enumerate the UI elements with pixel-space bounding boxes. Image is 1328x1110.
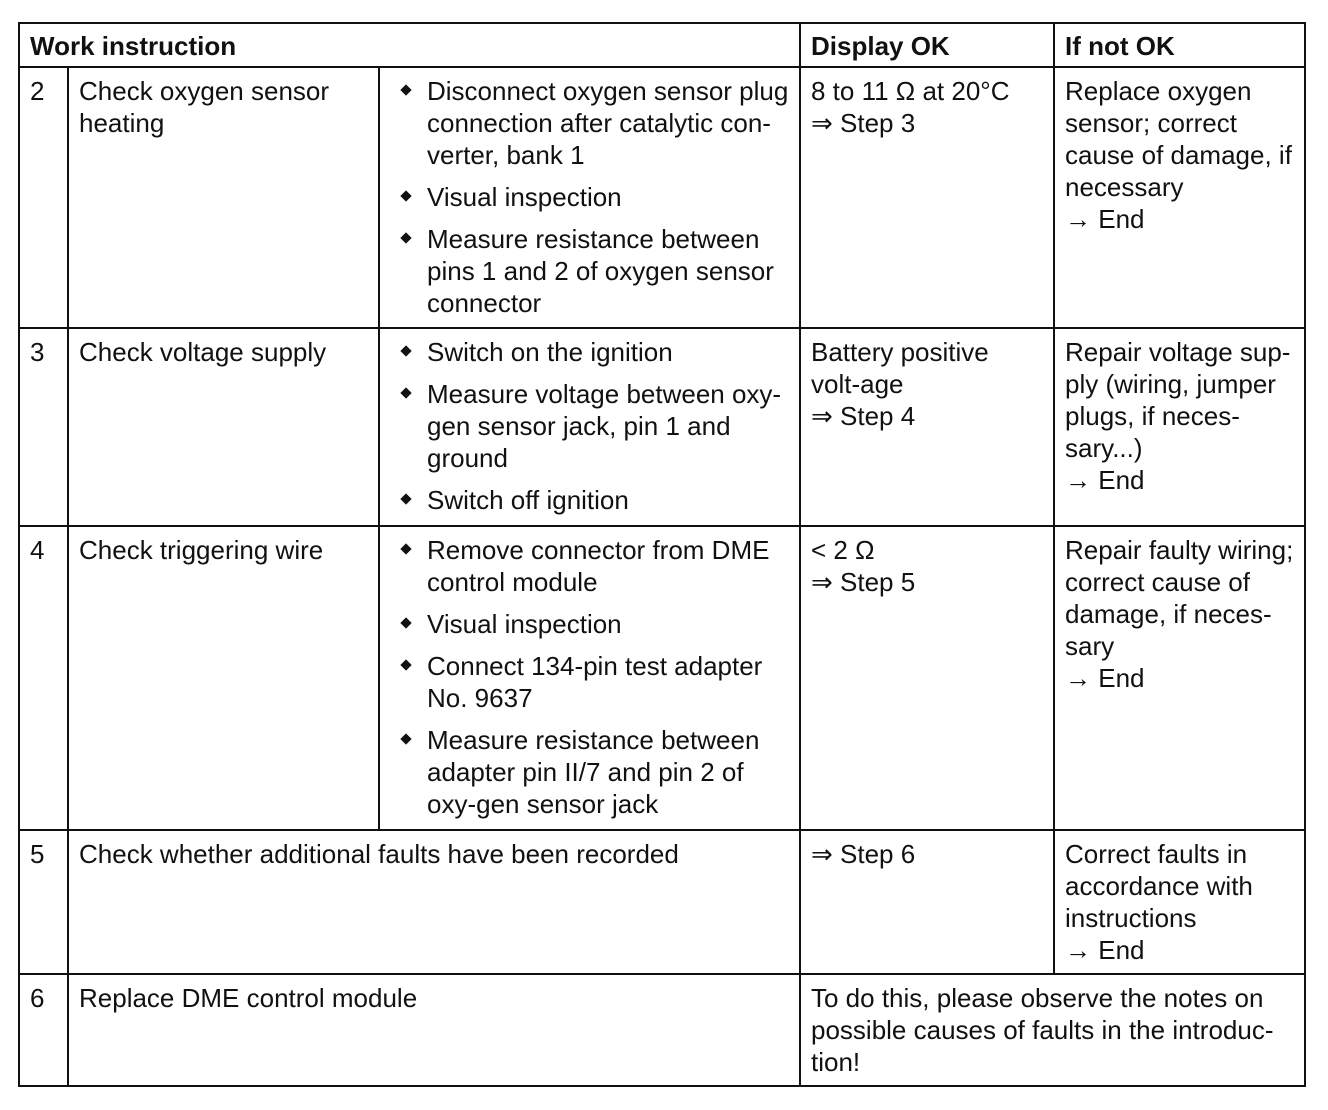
bullet-diamond-icon bbox=[400, 543, 411, 554]
list-item: Disconnect oxygen sensor plug connection after catalytic con-verter, bank 1 bbox=[390, 75, 789, 171]
display-ok-cell: ⇒ Step 6 bbox=[800, 830, 1054, 974]
work-instruction-table bbox=[18, 22, 1306, 1087]
step-procedure bbox=[379, 328, 800, 526]
list-item: Remove connector from DME control module bbox=[390, 534, 789, 598]
table-row bbox=[19, 830, 1305, 974]
display-ok-cell: Battery positive volt-age ⇒ Step 4 bbox=[800, 328, 1054, 526]
step-task: Check oxygen sensor heating bbox=[68, 67, 379, 328]
bullet-diamond-icon bbox=[400, 387, 411, 398]
list-item: Visual inspection bbox=[390, 181, 789, 213]
table-row bbox=[19, 67, 1305, 328]
step-procedure bbox=[379, 67, 800, 328]
table-row bbox=[19, 328, 1305, 526]
display-ok-cell: < 2 Ω ⇒ Step 5 bbox=[800, 526, 1054, 830]
bullet-diamond-icon bbox=[400, 232, 411, 243]
step-task: Check voltage supply bbox=[68, 328, 379, 526]
if-not-ok-cell: Replace oxygen sensor; correct cause of damage, if necessary → End bbox=[1054, 67, 1305, 328]
bullet-diamond-icon bbox=[400, 345, 411, 356]
list-item: Measure resistance between pins 1 and 2 of oxygen sensor connector bbox=[390, 223, 789, 319]
list-item: Connect 134-pin test adapter No. 9637 bbox=[390, 650, 789, 714]
table-header-row bbox=[19, 23, 1305, 67]
if-not-ok-cell: Repair faulty wiring; correct cause of damage, if neces-sary → End bbox=[1054, 526, 1305, 830]
step-number: 5 bbox=[19, 830, 68, 974]
bullet-diamond-icon bbox=[400, 493, 411, 504]
step-number: 3 bbox=[19, 328, 68, 526]
step-task: Check whether additional faults have been recorded bbox=[68, 830, 800, 974]
step-number: 2 bbox=[19, 67, 68, 328]
if-not-ok-cell: Correct faults in accordance with instructions → End bbox=[1054, 830, 1305, 974]
list-item: Measure resistance between adapter pin II/7 and pin 2 of oxy-gen sensor jack bbox=[390, 724, 789, 820]
header-work-instruction: Work instruction bbox=[19, 23, 800, 67]
table-row bbox=[19, 526, 1305, 830]
bullet-diamond-icon bbox=[400, 190, 411, 201]
bullet-diamond-icon bbox=[400, 733, 411, 744]
list-item: Switch off ignition bbox=[390, 484, 789, 516]
step-note: To do this, please observe the notes on possible causes of faults in the introduc-tion! bbox=[800, 974, 1305, 1086]
header-display-ok: Display OK bbox=[800, 23, 1054, 67]
display-ok-cell: 8 to 11 Ω at 20°C ⇒ Step 3 bbox=[800, 67, 1054, 328]
if-not-ok-cell: Repair voltage sup-ply (wiring, jumper plugs, if neces-sary...) → End bbox=[1054, 328, 1305, 526]
step-task: Replace DME control module bbox=[68, 974, 800, 1086]
list-item: Switch on the ignition bbox=[390, 336, 789, 368]
step-task: Check triggering wire bbox=[68, 526, 379, 830]
bullet-diamond-icon bbox=[400, 617, 411, 628]
table-row bbox=[19, 974, 1305, 1086]
bullet-diamond-icon bbox=[400, 659, 411, 670]
bullet-diamond-icon bbox=[400, 84, 411, 95]
header-if-not-ok: If not OK bbox=[1054, 23, 1305, 67]
list-item: Visual inspection bbox=[390, 608, 789, 640]
step-number: 4 bbox=[19, 526, 68, 830]
step-number: 6 bbox=[19, 974, 68, 1086]
step-procedure bbox=[379, 526, 800, 830]
list-item: Measure voltage between oxy-gen sensor jack, pin 1 and ground bbox=[390, 378, 789, 474]
